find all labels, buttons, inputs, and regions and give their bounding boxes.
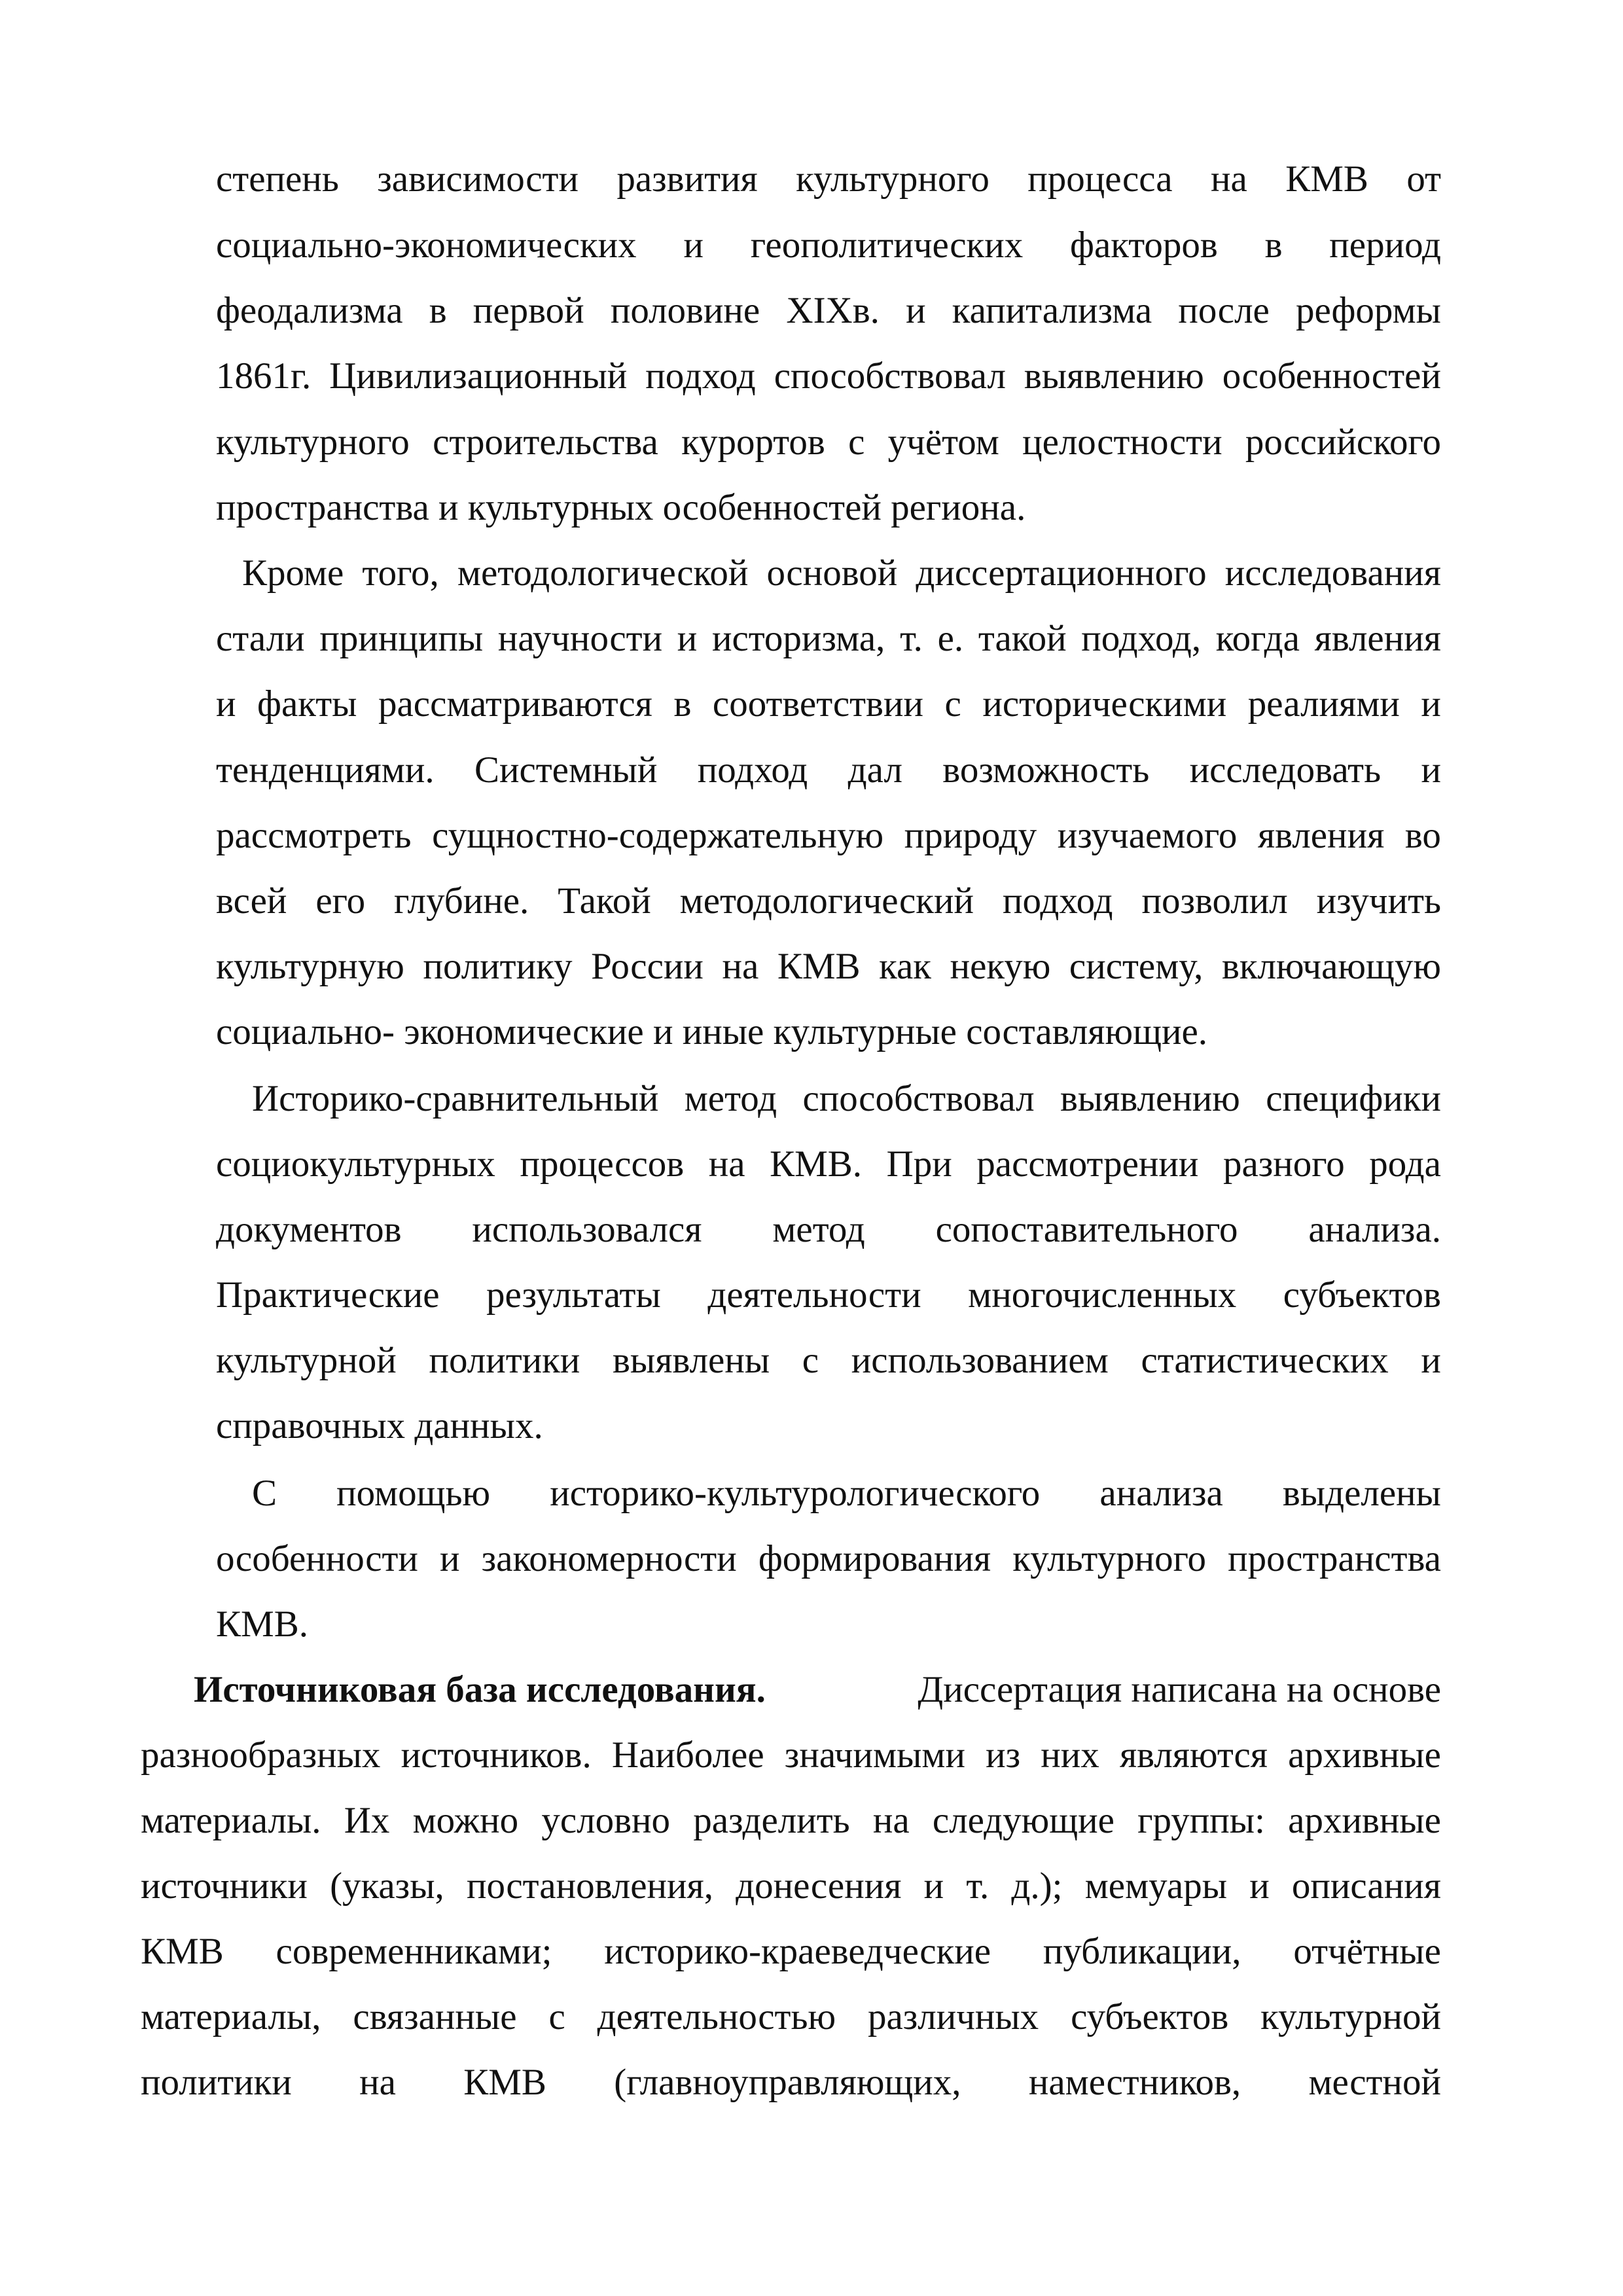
p4-line-3 bbox=[216, 1605, 308, 1643]
text-line: и факты рассматриваются в соответствии с историческими реалиями и bbox=[216, 683, 1441, 725]
text-line: феодализма в первой половине XIXв. и капитализма после реформы bbox=[216, 290, 1441, 331]
p5-line-7 bbox=[141, 2064, 1441, 2101]
p4-line-1 bbox=[252, 1475, 1441, 1512]
p3-line-2 bbox=[216, 1145, 1441, 1183]
text-line: культурного строительства курортов с учётом целостности российского bbox=[216, 422, 1441, 463]
p2-line-4 bbox=[216, 751, 1441, 789]
p2-line-7 bbox=[216, 948, 1441, 985]
text-line: Кроме того, методологической основой диссертационного исследования bbox=[242, 552, 1441, 594]
text-line: Диссертация написана на основе bbox=[918, 1669, 1441, 1710]
text-line: Историко-сравнительный метод способствовал выявлению специфики bbox=[252, 1078, 1441, 1119]
p5-line-6 bbox=[141, 1998, 1441, 2036]
p2-line-8 bbox=[216, 1013, 1207, 1050]
p3-line-1 bbox=[252, 1080, 1441, 1117]
text-line: источники (указы, постановления, донесения и т. д.); мемуары и описания bbox=[141, 1865, 1441, 1907]
text-line: социокультурных процессов на КМВ. При рассмотрении разного рода bbox=[216, 1143, 1441, 1185]
p4-line-2 bbox=[216, 1540, 1441, 1577]
text-line: справочных данных. bbox=[216, 1405, 543, 1446]
text-line: культурную политику России на КМВ как некую систему, включающую bbox=[216, 946, 1441, 987]
p2-line-3 bbox=[216, 685, 1441, 723]
text-line: Практические результаты деятельности многочисленных субъектов bbox=[216, 1274, 1441, 1316]
text-line: политики на КМВ (главноуправляющих, наместников, местной bbox=[141, 2062, 1441, 2103]
text-line: документов использовался метод сопоставительного анализа. bbox=[216, 1209, 1441, 1250]
p5-line-5 bbox=[141, 1933, 1441, 1970]
text-line: тенденциями. Системный подход дал возможность исследовать и bbox=[216, 749, 1441, 791]
text-line: культурной политики выявлены с использованием статистических и bbox=[216, 1340, 1441, 1381]
p5-line-3 bbox=[141, 1802, 1441, 1839]
text-line: 1861г. Цивилизационный подход способствовал выявлению особенностей bbox=[216, 355, 1441, 397]
text-line: степень зависимости развития культурного процесса на КМВ от bbox=[216, 158, 1441, 200]
text-line: социально- экономические и иные культурные составляющие. bbox=[216, 1011, 1208, 1052]
p1-line-1 bbox=[216, 160, 1441, 198]
text-line: материалы. Их можно условно разделить на следующие группы: архивные bbox=[141, 1800, 1441, 1841]
p1-line-2 bbox=[216, 226, 1441, 264]
text-line: стали принципы научности и историзма, т. е. такой подход, когда явления bbox=[216, 618, 1441, 659]
p2-line-5 bbox=[216, 817, 1441, 854]
section-heading: Источниковая база исследования. bbox=[194, 1669, 766, 1710]
p2-line-1 bbox=[242, 554, 1441, 592]
p3-line-6 bbox=[216, 1407, 543, 1444]
text-line: разнообразных источников. Наиболее значимыми из них являются архивные bbox=[141, 1734, 1441, 1776]
p2-line-6 bbox=[216, 882, 1441, 920]
p5-line-4 bbox=[141, 1867, 1441, 1905]
text-line: КМВ. bbox=[216, 1604, 308, 1645]
text-line: КМВ современниками; историко-краеведческие публикации, отчётные bbox=[141, 1931, 1441, 1972]
text-line: пространства и культурных особенностей региона. bbox=[216, 487, 1026, 528]
p2-line-2 bbox=[216, 620, 1441, 657]
text-line: материалы, связанные с деятельностью различных субъектов культурной bbox=[141, 1996, 1441, 2037]
text-line: всей его глубине. Такой методологический подход позволил изучить bbox=[216, 880, 1441, 922]
p1-line-4 bbox=[216, 357, 1441, 395]
p3-line-5 bbox=[216, 1342, 1441, 1379]
text-line: С помощью историко-культурологического анализа выделены bbox=[252, 1473, 1441, 1514]
text-line: рассмотреть сущностно-содержательную природу изучаемого явления во bbox=[216, 815, 1441, 856]
p1-line-6 bbox=[216, 489, 1026, 526]
p5-line-1 bbox=[194, 1671, 1441, 1708]
p3-line-3 bbox=[216, 1211, 1441, 1248]
text-line: особенности и закономерности формирования культурного пространства bbox=[216, 1538, 1441, 1579]
p1-line-3 bbox=[216, 292, 1441, 329]
p3-line-4 bbox=[216, 1276, 1441, 1314]
p5-line-2 bbox=[141, 1736, 1441, 1774]
text-line: социально-экономических и геополитических факторов в период bbox=[216, 224, 1441, 266]
p1-line-5 bbox=[216, 423, 1441, 461]
